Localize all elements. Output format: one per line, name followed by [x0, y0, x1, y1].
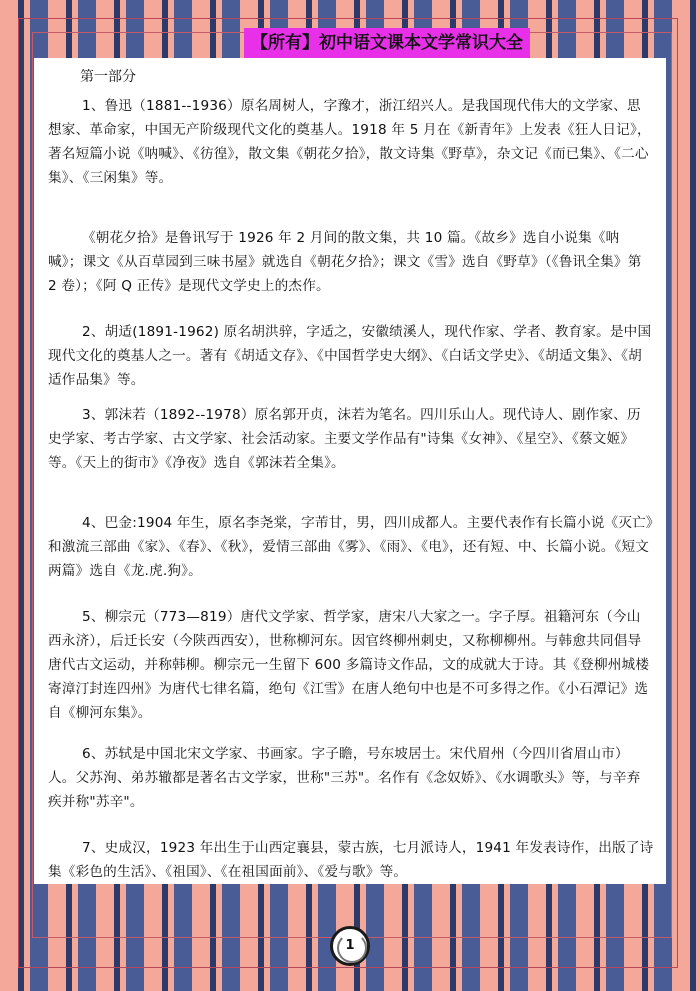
- document-sheet: [34, 58, 666, 884]
- paragraph-hu-shi: 2、胡适(1891-1962) 原名胡洪骍，字适之，安徽绩溪人，现代作家、学者、教育家。是中国现代文化的奠基人之一。著有《胡适文存》、《中国哲学史大纲》、《白话文学史》、《胡适文集》、《胡适作品集》等。: [48, 324, 652, 388]
- page-number: 1: [345, 938, 355, 953]
- paragraph-ba-jin: 4、巴金:1904 年生，原名李尧棠，字芾甘，男，四川成都人。主要代表作有长篇小说《灭亡》和激流三部曲《家》、《春》、《秋》，爱情三部曲《雾》、《雨》、《电》，还有短、中、长篇小说。《短文两篇》选自《龙.虎.狗》。: [48, 515, 653, 579]
- document-title: 【所有】初中语文课本文学常识大全: [244, 28, 530, 58]
- paragraph-zhaohua-xishi: 《朝花夕拾》是鲁讯写于 1926 年 2 月间的散文集，共 10 篇。《故乡》选自小说集《呐喊》；课文《从百草园到三味书屋》就选自《朝花夕拾》；课文《雪》选自《野草》（《鲁讯全集》第 2 卷）；《阿 Q 正传》是现代文学史上的杰作。: [48, 230, 642, 294]
- paragraph-lu-xun: 1、鲁迅（1881--1936）原名周树人，字豫才，浙江绍兴人。是我国现代伟大的文学家、思想家、革命家，中国无产阶级现代文化的奠基人。1918 年 5 月在《新青年》上发表《狂人日记》，著名短篇小说《呐喊》、《彷徨》，散文集《朝花夕拾》，散文诗集《野草》，杂文记《而已集》、《二心集》、《三闲集》等。: [48, 98, 651, 186]
- paragraph-su-shi: 6、苏轼是中国北宋文学家、书画家。字子瞻，号东坡居士。宋代眉州（今四川省眉山市）人。父苏洵、弟苏辙都是著名古文学家，世称"三苏"。名作有《念奴娇》、《水调歌头》等，与辛弃疾并称"苏辛"。: [48, 746, 641, 810]
- paragraph-liu-zongyuan: 5、柳宗元（773—819）唐代文学家、哲学家，唐宋八大家之一。字子厚。祖籍河东（今山西永济），后迁长安（今陕西西安），世称柳河东。因官终柳州刺史，又称柳柳州。与韩愈共同倡导唐代古文运动，并称韩柳。柳宗元一生留下 600 多篇诗文作品，文的成就大于诗。其《登柳州城楼寄漳汀封连四州》为唐代七律名篇，绝句《江雪》在唐人绝句中也是不可多得之作。《小石潭记》选自《柳河东集》。: [48, 609, 650, 721]
- paragraph-shi-chenghan: 7、史成汉，1923 年出生于山西定襄县，蒙古族，七月派诗人，1941 年发表诗作，出版了诗集《彩色的生活》、《祖国》、《在祖国面前》、《爱与歌》等。: [48, 840, 654, 880]
- paragraph-guo-moruo: 3、郭沫若（1892--1978）原名郭开贞，沫若为笔名。四川乐山人。现代诗人、剧作家、历史学家、考古学家、古文学家、社会活动家。主要文学作品有"诗集《女神》、《星空》、《蔡文姬》等。《天上的街市》《净夜》选自《郭沫若全集》。: [48, 407, 641, 471]
- page-number-badge: [330, 926, 370, 966]
- part-heading: 第一部分: [80, 69, 136, 85]
